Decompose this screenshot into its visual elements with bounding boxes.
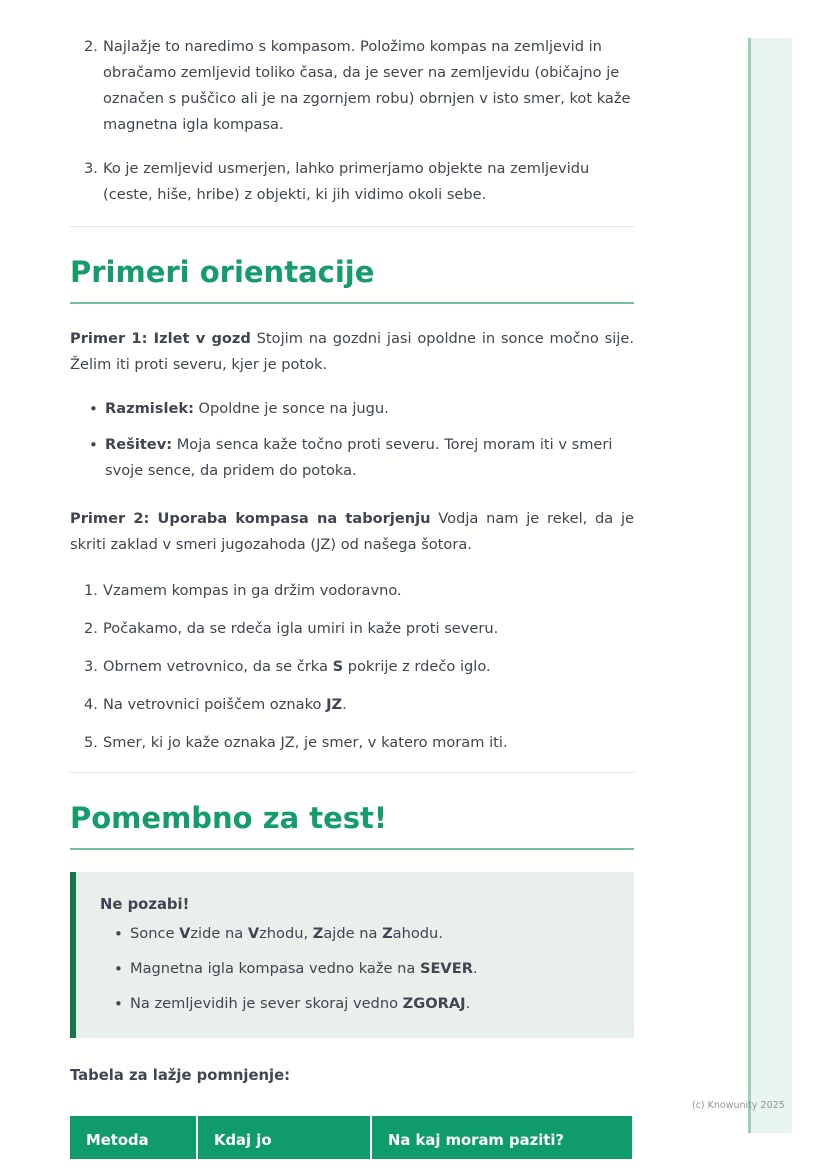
list-item-text: Vzamem kompas in ga držim vodoravno. <box>103 582 402 599</box>
list-item <box>70 578 634 604</box>
list-item-number: 3. <box>84 160 98 177</box>
list-item <box>70 156 634 208</box>
copyright-watermark: (c) Knowunity 2025 <box>692 1100 785 1111</box>
bullet-item: • Magnetna igla kompasa vedno kaže na SEVER. <box>100 956 610 982</box>
list-item <box>70 730 634 756</box>
callout-title: Ne pozabi! <box>100 896 190 913</box>
page-edge-highlight-bar <box>748 38 792 1133</box>
section-divider <box>70 772 634 773</box>
list-item <box>70 692 634 718</box>
list-item <box>70 616 634 642</box>
note-callout-box <box>70 872 634 1038</box>
list-item-text: Najlažje to naredimo s kompasom. Položimo kompas na zemljevid in obračamo zemljevid toliko časa, da je sever na zemljevidu (običajno je označen s puščico ali je na zgornjem robu) obrnjen v isto smer, kot kaže magnetna igla kompasa. <box>103 38 631 133</box>
callout-bullet-list <box>100 921 610 1017</box>
example1-paragraph: Primer 1: Izlet v gozd Stojim na gozdni jasi opoldne in sonce močno sije. Želim iti proti severu, kjer je potok. <box>70 330 634 373</box>
bullet-item: • Na zemljevidih je sever skoraj vedno ZGORAJ. <box>100 991 610 1017</box>
section-heading-primeri-orientacije: Primeri orientacije <box>70 253 634 304</box>
list-item-text: Počakamo, da se rdeča igla umiri in kaže proti severu. <box>103 620 499 637</box>
list-item-number: 3. <box>84 658 98 675</box>
table-header-cell-metoda: Metoda <box>86 1132 149 1149</box>
document-content <box>70 0 634 1159</box>
table-header-row <box>70 1116 632 1159</box>
list-item <box>70 654 634 680</box>
list-item-number: 1. <box>84 582 98 599</box>
list-item-number: 5. <box>84 734 98 751</box>
list-item-text: Ko je zemljevid usmerjen, lahko primerjamo objekte na zemljevidu (ceste, hiše, hribe) z objekti, ki jih vidimo okoli sebe. <box>103 160 590 203</box>
table-header-cell-kdaj-jo: Kdaj jo <box>196 1116 370 1159</box>
bullet-item: • Sonce Vzide na Vzhodu, Zajde na Zahodu. <box>100 921 610 947</box>
table-caption: Tabela za lažje pomnjenje: <box>70 1067 291 1084</box>
list-item-number: 2. <box>84 620 98 637</box>
bullet-item: • Razmislek: Opoldne je sonce na jugu. <box>70 396 634 422</box>
list-item <box>70 34 634 138</box>
list-item-number: 4. <box>84 696 98 713</box>
compass-steps-list <box>70 578 634 756</box>
list-item-text: Smer, ki jo kaže oznaka JZ, je smer, v katero moram iti. <box>103 734 508 751</box>
section-heading-pomembno-za-test: Pomembno za test! <box>70 799 634 850</box>
table-header-cell-na-kaj-moram-paziti: Na kaj moram paziti? <box>370 1116 632 1159</box>
example2-paragraph: Primer 2: Uporaba kompasa na taborjenju Vodja nam je rekel, da je skriti zaklad v smeri jugozahoda (JZ) od našega šotora. <box>70 510 634 553</box>
list-item-number: 2. <box>84 38 98 55</box>
list-item-text: Na vetrovnici poiščem oznako JZ. <box>103 696 347 713</box>
section-divider <box>70 226 634 227</box>
bullet-item: • Rešitev: Moja senca kaže točno proti severu. Torej moram iti v smeri svoje sence, da pridem do potoka. <box>70 432 634 484</box>
example1-bullet-list <box>70 396 634 484</box>
list-item-text: Obrnem vetrovnico, da se črka S pokrije z rdečo iglo. <box>103 658 491 675</box>
